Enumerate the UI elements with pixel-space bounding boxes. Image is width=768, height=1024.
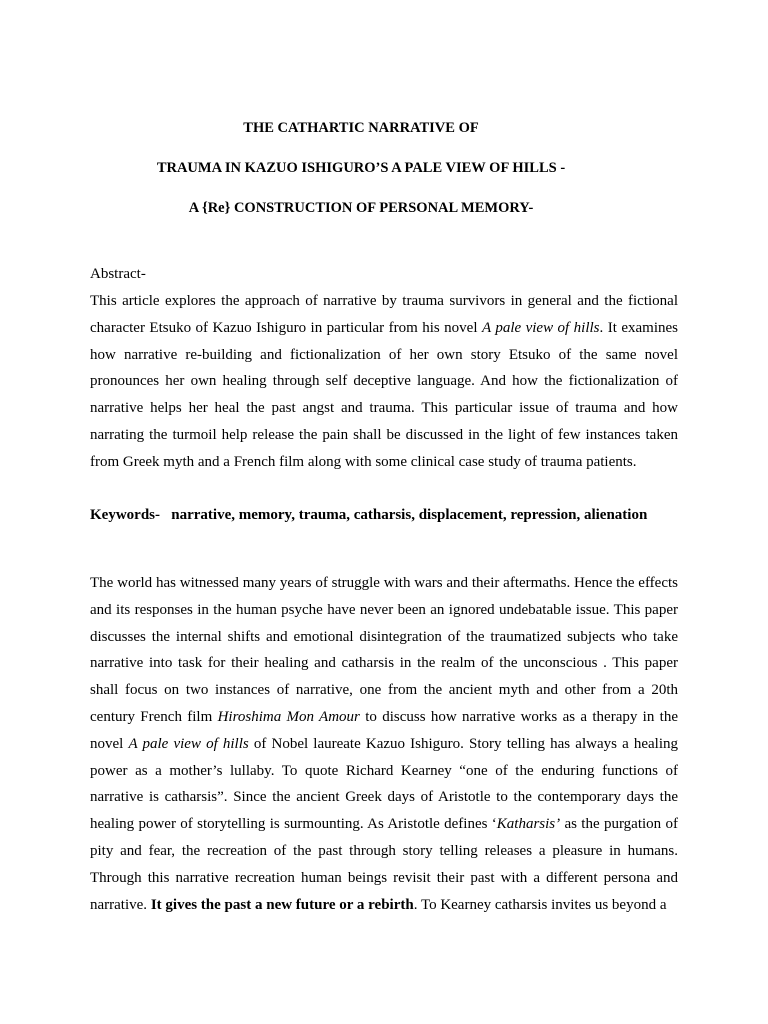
- body-bold-phrase: It gives the past a new future or a rebirth: [150, 896, 414, 913]
- body-text-2: to discuss how narrative works as a therapy in the novel: [90, 708, 678, 752]
- body-paragraph: [90, 570, 678, 918]
- keywords-label: Keywords-: [90, 507, 172, 523]
- body-text-4: as the purgation of pity and fear, the recreation of the past through story telling releases a pleasure in humans. Through this narrative recreation human beings revisit their past with a different persona and narrative.: [90, 816, 678, 913]
- body-novel-title: A pale view of hills: [128, 735, 249, 752]
- title-line-2: TRAUMA IN KAZUO ISHIGURO’S A PALE VIEW OF HILLS -: [156, 160, 566, 176]
- abstract-paragraph: [90, 288, 678, 476]
- keywords-terms: narrative, memory, trauma, catharsis, displacement, repression, alienation: [171, 507, 648, 523]
- abstract-text-1: This article explores the approach of narrative by trauma survivors in general and the fictional character Etsuko of Kazuo Ishiguro in particular from his novel: [90, 293, 678, 336]
- keywords-line: [90, 506, 647, 524]
- abstract-heading: Abstract-: [90, 266, 146, 282]
- title-line-3: A {Re} CONSTRUCTION OF PERSONAL MEMORY-: [188, 200, 534, 216]
- abstract-text-2: . It examines how narrative re-building and fictionalization of her own story Etsuko of the same novel pronounces her own healing through self deceptive language. And how the fictionalization of narrative helps her heal the past angst and trauma. This particular issue of trauma and how narrating the turmoil help release the pain shall be discussed in the light of few instances taken from Greek myth and a French film along with some clinical case study of trauma patients.: [90, 319, 679, 470]
- body-film-title: Hiroshima Mon Amour: [217, 708, 360, 725]
- body-text-1: The world has witnessed many years of struggle with wars and their aftermaths. Hence the effects and its responses in the human psyche have never been an ignored undebatable issue. This paper discusses the internal shifts and emotional disintegration of the traumatized subjects who take narrative into task for their healing and catharsis in the realm of the unconscious . This paper shall focus on two instances of narrative, one from the ancient myth and other from a 20th century French film: [90, 575, 678, 725]
- body-text-5: . To Kearney catharsis invites us beyond a: [413, 896, 667, 913]
- title-line-1: THE CATHARTIC NARRATIVE OF: [243, 120, 479, 136]
- body-katharsis-term: Katharsis’: [496, 816, 561, 833]
- abstract-novel-title: A pale view of hills: [481, 319, 600, 336]
- body-text-3: of Nobel laureate Kazuo Ishiguro. Story telling has always a healing power as a mother’s lullaby. To quote Richard Kearney “one of the enduring functions of narrative is catharsis”. Since the ancient Greek days of Aristotle to the contemporary days the healing power of storytelling is surmounting. As Aristotle defines ‘: [90, 735, 679, 833]
